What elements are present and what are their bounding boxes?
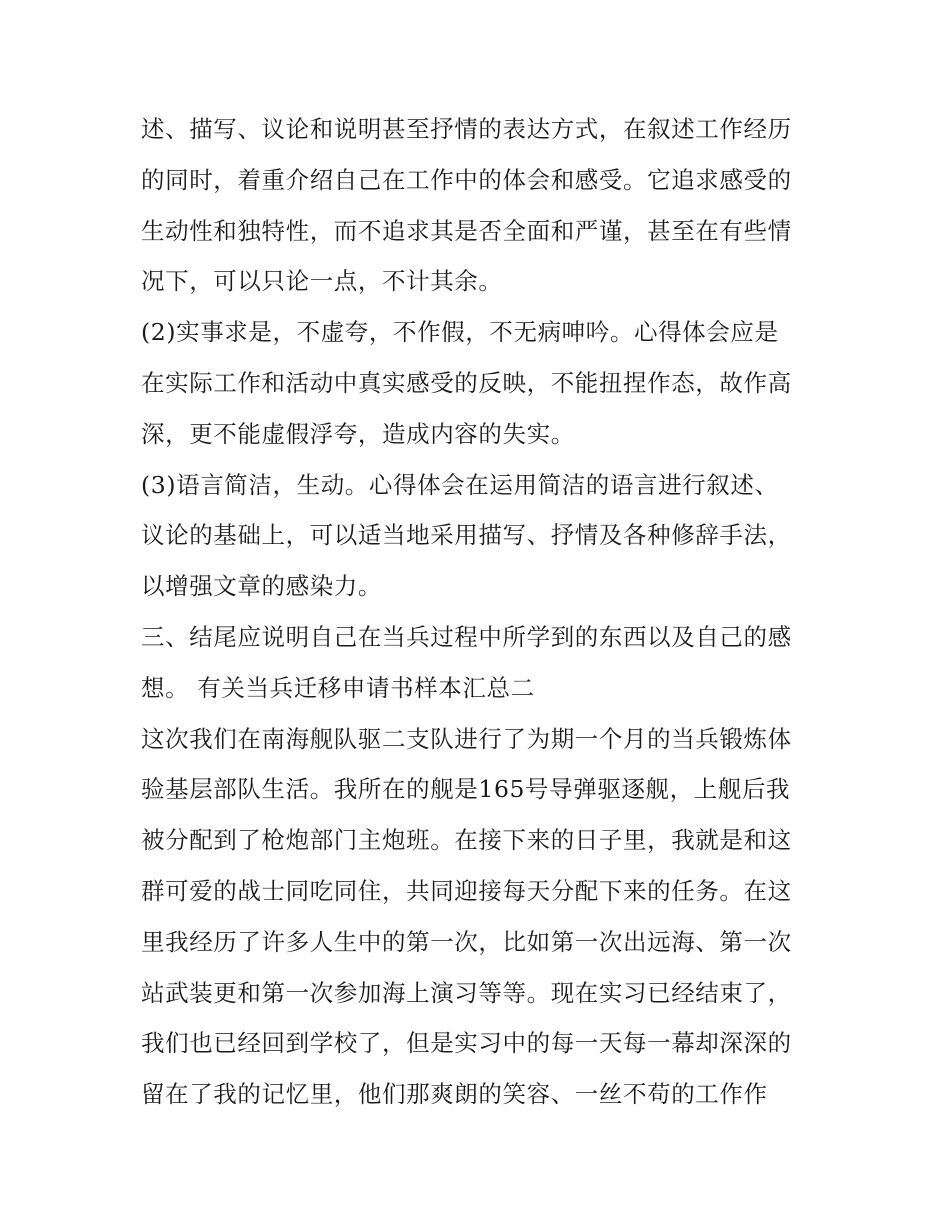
text-line: 议论的基础上，可以适当地采用描写、抒情及各种修辞手法，	[141, 521, 792, 550]
text-line: (2)实事求是，不虚夸，不作假，不无病呻吟。心得体会应是	[141, 318, 779, 347]
text-line: 生动性和独特性，而不追求其是否全面和严谨，甚至在有些情	[141, 216, 792, 245]
text-line: 这次我们在南海舰队驱二支队进行了为期一个月的当兵锻炼体	[141, 724, 792, 753]
section-heading-line: 想。 有关当兵迁移申请书样本汇总二	[141, 673, 535, 702]
text-line: 被分配到了枪炮部门主炮班。在接下来的日子里，我就是和这	[141, 826, 792, 855]
text-line: 的同时，着重介绍自己在工作中的体会和感受。它追求感受的	[141, 165, 792, 194]
text-line: 留在了我的记忆里，他们那爽朗的笑容、一丝不苟的工作作	[141, 1080, 768, 1109]
text-line: 以增强文章的感染力。	[141, 572, 382, 601]
text-line: 况下，可以只论一点，不计其余。	[141, 267, 503, 296]
text-line: 我们也已经回到学校了，但是实习中的每一天每一幕却深深的	[141, 1029, 792, 1058]
text-line: 验基层部队生活。我所在的舰是165号导弹驱逐舰，上舰后我	[141, 775, 791, 804]
text-line: 在实际工作和活动中真实感受的反映，不能扭捏作态，故作高	[141, 368, 792, 397]
text-line: 述、描写、议论和说明甚至抒情的表达方式，在叙述工作经历	[141, 115, 792, 143]
text-line: 群可爱的战士同吃同住，共同迎接每天分配下来的任务。在这	[141, 876, 792, 905]
text-line: 站武装更和第一次参加海上演习等等。现在实习已经结束了，	[141, 978, 792, 1007]
text-line: 三、结尾应说明自己在当兵过程中所学到的东西以及自己的感	[141, 622, 792, 651]
text-line: (3)语言简洁，生动。心得体会在运用简洁的语言进行叙述、	[141, 470, 779, 499]
body-text	[141, 104, 821, 1120]
text-line: 深，更不能虚假浮夸，造成内容的失实。	[141, 419, 575, 448]
text-line: 里我经历了许多人生中的第一次，比如第一次出远海、第一次	[141, 927, 792, 956]
